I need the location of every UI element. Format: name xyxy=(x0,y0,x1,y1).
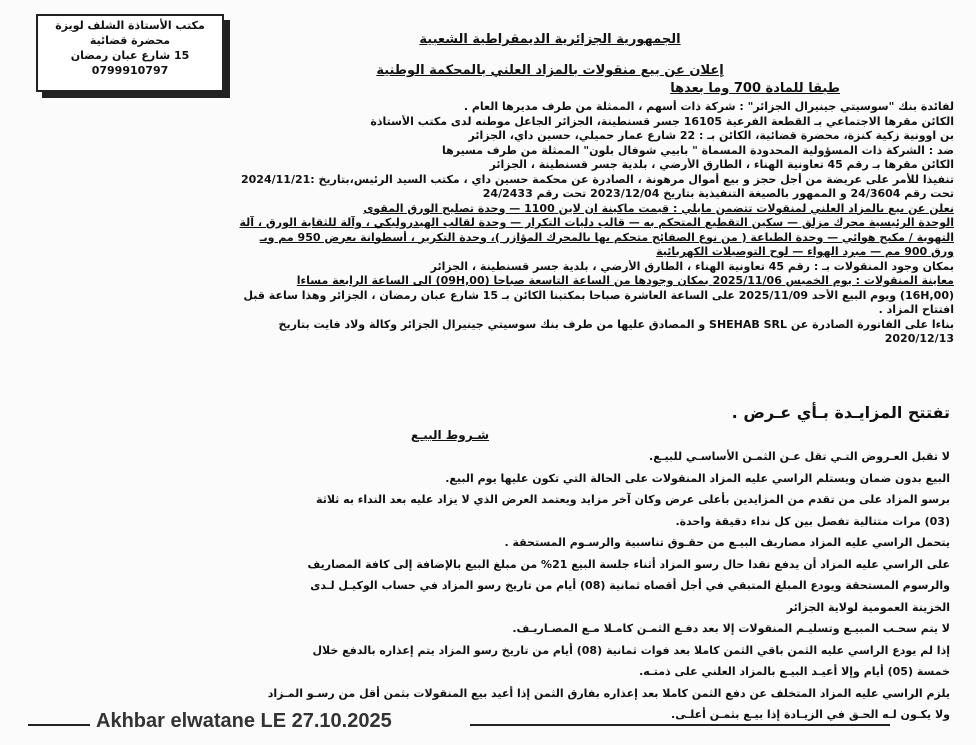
notice-heading: إعلان عن بيع منقولات بالمزاد العلني بالمحكمة الوطنية xyxy=(376,63,724,78)
body-line: الكائن مقرها بـ رقم 45 تعاونية الهناء ، الطارق الأرضي ، بلدية جسر قسنطينة ، الجزائر xyxy=(489,158,954,171)
auction-opening-title: تفتتح المزايـدة بـأي عـرض . xyxy=(731,403,950,422)
body-line: الوحدة الرئيسية محرك مزلق — سكين التقطيع المتحكم به — قالب دليات التكرار — وحدة لقالب الهيدروليكي ، وآلة للثقاية الورق ، آلة xyxy=(239,216,954,229)
term-line: لا تقبل العـروض التـي تقل عـن الثمـن الأساسـي للبيـع. xyxy=(649,450,950,463)
term-line: ولا يكـون لـه الحـق في الزيـادة إذا بيـع بثمـن أعلـى. xyxy=(671,708,950,721)
body-line: تحت رقم 24/3604 و الممهور بالصيغة التنفيذية بتاريخ 2023/12/04 تحت رقم 24/2433 xyxy=(482,187,954,200)
legal-basis-subtitle: طبقا للمادة 700 وما بعدها xyxy=(670,81,840,96)
footer-rule-left xyxy=(28,724,90,726)
body-line: افتتاح المزاد . xyxy=(878,303,954,316)
terms-title: شـروط البيـع xyxy=(410,428,490,442)
body-line: ضد : الشركة ذات المسؤولية المحدودة المسماة " بابيي شوفال بلون" الممثلة من طرف مسيرها xyxy=(441,143,954,157)
contact-line: 15 شارع عبان رمضان xyxy=(70,49,190,62)
term-line: برسو المزاد على من تقدم من المزايدين بأعلى عرض وكان آخر مزايد ويعتمد العرض الذي لا يزاد عليه بعد النداء به ثلاثة xyxy=(316,493,950,506)
body-line: التهوية / مكبح هوائي — وحدة الطباعة ( من نوع الصفائح متحكم بها بالمحرك المؤازر )، وحدة التكرير ، أسطوانة بعرض 950 مم وبـ xyxy=(259,230,954,244)
term-line: (03) مرات متتالية تفصل بين كل نداء دقيقة واحدة. xyxy=(675,514,950,528)
body-line: نعلن عن بيع بالمزاد العلني لمنقولات تتضمن مايلي : قيمت ماكينة ان لاين 1100 — وحدة تصليح الورق المقوى xyxy=(363,201,954,215)
body-line: بن اوونية زكية كنزة، محضرة قضائية، الكائن بـ : 22 شارع عمار حميلي، حسين داي، الجزائر xyxy=(468,129,954,142)
body-line: معاينة المنقولات : يوم الخميس 2025/11/06 بمكان وجودها من الساعة التاسعة صباحا (09H,00) الى الساعة الرابعة مساءا xyxy=(296,274,954,287)
term-line: إذا لم يودع الراسي عليه الثمن باقي الثمن كاملا بعد فوات ثمانية (08) أيام من تاريخ رسو المزاد يتم إعذاره بالدفع خلال xyxy=(312,643,950,657)
term-line: الخزينة العمومية لولاية الجزائر xyxy=(786,600,950,614)
republic-heading: الجمهورية الجزائرية الديمقراطية الشعبية xyxy=(419,32,681,47)
bailiff-contact-box xyxy=(36,14,224,92)
body-line: لفائدة بنك "سوسيتي جينيرال الجزائر" : شركة ذات أسهم ، الممثلة من طرف مديرها العام . xyxy=(463,100,954,113)
term-line: يلزم الراسي عليه المزاد المتخلف عن دفع الثمن كاملا بعد إعذاره بفارق الثمن إذا أعيد بيع المنقولات بثمن أقل من رسـو المـزاد xyxy=(267,686,950,700)
body-line: ورق 900 مم — مبرد الهواء — لوح التوصيلات الكهربائية xyxy=(656,245,954,258)
contact-line: 0799910797 xyxy=(91,64,169,77)
term-line: على الراسي عليه المزاد أن يدفع نقدا حال رسو المزاد أثناء جلسة البيع 21% من مبلغ البيع بالإضافة إلى كافة المصاريف xyxy=(307,557,950,571)
body-line: (16H,00) ويوم البيع الأحد 2025/11/09 على الساعة العاشرة صباحا بمكتبنا الكائن بـ 15 شارع عبان رمضان ، الجزائر وهذا ساعة قبل xyxy=(243,288,954,302)
term-line: والرسوم المستحقة ويودع المبلغ المتبقي في أجل أقصاه ثمانية (08) أيام من تاريخ رسو المزاد في حساب الوكيـل لـدى xyxy=(310,579,950,592)
body-line: تنفيذا للأمر على عريضة من أجل حجز و بيع أموال مرهونة ، الصادرة عن محكمة حسين داي ، مكتب السيد الرئيس،بتاريخ :2024/11/21 xyxy=(241,172,954,186)
contact-line: مكتب الأستاذة الشلف لويزة xyxy=(55,19,205,32)
term-line: البيع بدون ضمان ويستلم الراسي عليه المزاد المنقولات على الحالة التي تكون عليها يوم البيع. xyxy=(445,471,950,485)
footer-rule-right xyxy=(470,724,890,726)
term-line: يتحمل الراسي عليه المزاد مصاريف البيـع من حقـوق تناسبية والرسـوم المستحقة . xyxy=(504,536,950,549)
body-line: بناءا على الفاتورة الصادرة عن SHEHAB SRL و المصادق عليها من طرف بنك سوسيتي جينيرال الجزائر وكالة ولاد فايت بتاريخ xyxy=(278,317,954,331)
contact-line: محضرة قضائية xyxy=(89,34,171,47)
term-line: لا يتم سحـب المبيـع وتسليـم المنقولات إلا بعد دفـع الثمـن كامـلا مـع المصـاريـف. xyxy=(512,622,950,635)
publication-credit: Akhbar elwatane LE 27.10.2025 xyxy=(96,710,392,732)
body-line: 2020/12/13 xyxy=(884,332,954,345)
notice-body xyxy=(18,100,954,347)
body-line: بمكان وجود المنقولات بـ : رقم 45 تعاونية الهناء ، الطارق الأرضي ، بلدية جسر قسنطينة ، الجزائر xyxy=(430,259,954,273)
body-line: الكائن مقرها الاجتماعي بـ القطعة الفرعية 16105 جسر قسنطينة، الجزائر الجاعل موطنه لدى مكتب الأستاذة xyxy=(370,114,954,128)
terms-list xyxy=(32,446,950,726)
footer xyxy=(0,710,976,740)
term-line: خمسة (05) أيام وإلا أعيـد البيـع بالمزاد العلني على ذمتـه. xyxy=(639,665,950,678)
